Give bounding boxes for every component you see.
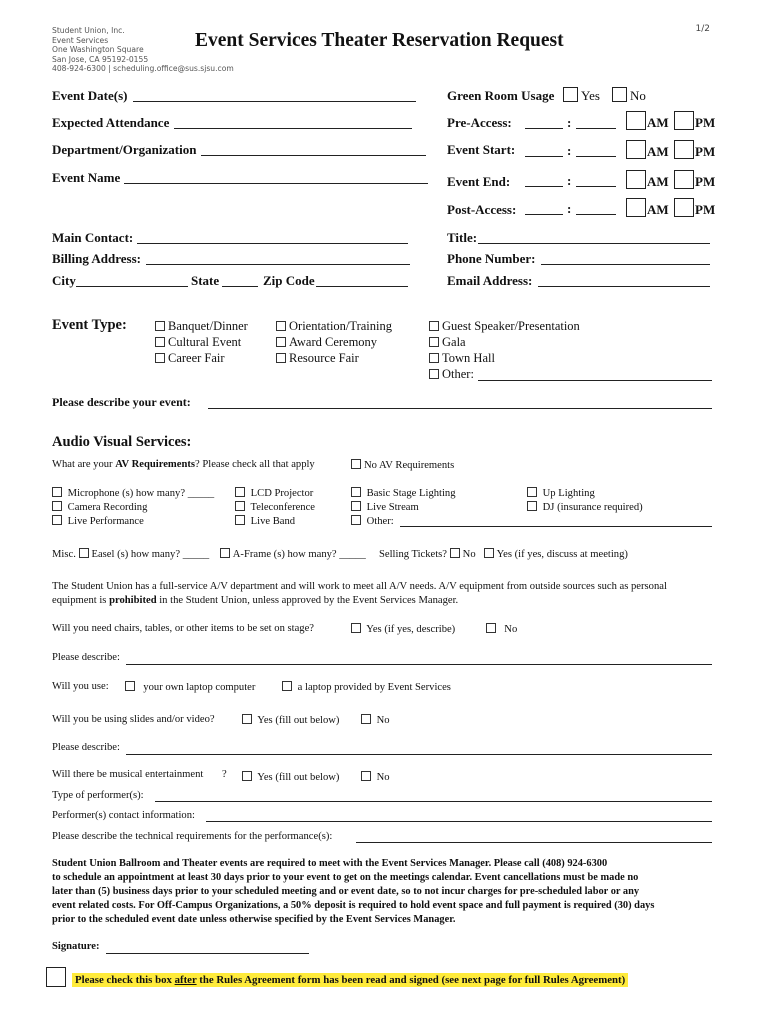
- event-type-option[interactable]: Career Fair: [155, 350, 248, 366]
- question-mark: ?: [222, 769, 227, 780]
- event-start-pm-checkbox[interactable]: [674, 140, 694, 159]
- email-field[interactable]: [538, 286, 710, 287]
- post-access-pm-checkbox[interactable]: [674, 198, 694, 217]
- performer-contact-field[interactable]: [206, 821, 712, 822]
- checkbox-icon[interactable]: [235, 487, 245, 497]
- av-option[interactable]: Basic Stage Lighting: [351, 487, 456, 501]
- page-title: Event Services Theater Reservation Request: [195, 30, 564, 51]
- email-label: Email Address:: [447, 273, 533, 288]
- checkbox-icon[interactable]: [484, 548, 494, 558]
- am-label: AM: [647, 144, 669, 159]
- org-line: San Jose, CA 95192-0155: [52, 54, 149, 64]
- signature-field[interactable]: [106, 953, 309, 954]
- event-name-label: Event Name: [52, 170, 121, 185]
- checkbox-icon[interactable]: [527, 487, 537, 497]
- av-option[interactable]: DJ (insurance required): [527, 501, 643, 515]
- checkbox-icon[interactable]: [351, 623, 361, 633]
- checkbox-icon[interactable]: [155, 321, 165, 331]
- describe-label: Please describe:: [52, 742, 120, 753]
- musical-no-option[interactable]: No: [361, 771, 390, 783]
- checkbox-icon[interactable]: [125, 681, 135, 691]
- post-access-minute-field[interactable]: [576, 214, 616, 215]
- misc-row: [52, 548, 628, 560]
- checkbox-icon[interactable]: [429, 369, 439, 379]
- checkbox-icon[interactable]: [220, 548, 230, 558]
- event-type-col1: [155, 318, 248, 366]
- billing-address-field[interactable]: [146, 264, 410, 265]
- av-option[interactable]: Live Band: [235, 515, 315, 529]
- signature-label: Signature:: [52, 941, 100, 952]
- no-av-option[interactable]: No AV Requirements: [351, 459, 454, 471]
- event-end-hour-field[interactable]: [525, 186, 563, 187]
- av-col4: [527, 487, 643, 515]
- event-start-hour-field[interactable]: [525, 156, 563, 157]
- checkbox-icon[interactable]: [52, 501, 62, 511]
- describe-event-field[interactable]: [208, 408, 712, 409]
- event-type-option[interactable]: Gala: [429, 334, 580, 350]
- musical-question: Will there be musical entertainment: [52, 769, 204, 780]
- checkbox-icon[interactable]: [351, 515, 361, 525]
- type-performer-label: Type of performer(s):: [52, 790, 144, 801]
- event-start-label: Event Start:: [447, 142, 516, 157]
- event-start-minute-field[interactable]: [576, 156, 616, 157]
- slides-describe-field[interactable]: [126, 754, 712, 755]
- chairs-describe-field[interactable]: [126, 664, 712, 665]
- green-room-no-checkbox[interactable]: [612, 87, 627, 102]
- state-label: State: [191, 273, 220, 288]
- tech-req-field[interactable]: [356, 842, 712, 843]
- will-you-use-label: Will you use:: [52, 681, 109, 692]
- checkbox-icon[interactable]: [79, 548, 89, 558]
- av-option[interactable]: Camera Recording: [52, 501, 214, 515]
- checkbox-icon[interactable]: [276, 321, 286, 331]
- pre-access-hour-field[interactable]: [525, 128, 563, 129]
- city-label: City: [52, 273, 76, 288]
- checkbox-icon[interactable]: [276, 353, 286, 363]
- performer-contact-label: Performer(s) contact information:: [52, 810, 195, 821]
- department-label: Department/Organization: [52, 142, 197, 157]
- org-line: One Washington Square: [52, 45, 144, 55]
- tech-req-label: Please describe the technical requirements for the performance(s):: [52, 831, 333, 842]
- checkbox-icon[interactable]: [52, 487, 62, 497]
- event-name-field[interactable]: [124, 183, 428, 184]
- checkbox-icon[interactable]: [429, 321, 439, 331]
- notice-line: later than (5) business days prior to your scheduled meeting and or event date, so to not incur charges for pre-scheduled labor or any: [52, 886, 640, 897]
- event-dates-label: Event Date(s): [52, 88, 128, 103]
- checkbox-icon[interactable]: [155, 353, 165, 363]
- post-access-hour-field[interactable]: [525, 214, 563, 215]
- billing-address-label: Billing Address:: [52, 251, 141, 266]
- describe-event-label: Please describe your event:: [52, 395, 191, 409]
- checkbox-icon[interactable]: [235, 515, 245, 525]
- time-colon: :: [567, 115, 572, 130]
- contact-title-label: Title:: [447, 230, 478, 245]
- post-access-label: Post-Access:: [447, 202, 517, 217]
- checkbox-icon[interactable]: [52, 515, 62, 525]
- av-option[interactable]: Teleconference: [235, 501, 315, 515]
- checkbox-icon[interactable]: [527, 501, 537, 511]
- event-end-pm-checkbox[interactable]: [674, 170, 694, 189]
- checkbox-icon[interactable]: [242, 771, 252, 781]
- zip-field[interactable]: [316, 286, 408, 287]
- pm-label: PM: [695, 174, 716, 189]
- am-label: AM: [647, 115, 669, 130]
- pm-label: PM: [695, 115, 716, 130]
- av-option[interactable]: Live Performance: [52, 515, 214, 529]
- checkbox-icon[interactable]: [361, 771, 371, 781]
- state-field[interactable]: [222, 286, 258, 287]
- av-col1: [52, 487, 214, 529]
- av-option[interactable]: Other:: [351, 515, 456, 529]
- checkbox-icon[interactable]: [235, 501, 245, 511]
- checkbox-icon[interactable]: [276, 337, 286, 347]
- time-colon: :: [567, 173, 572, 188]
- org-line: Student Union, Inc.: [52, 26, 125, 35]
- easel-label: Easel (s) how many? _____: [91, 549, 210, 560]
- chairs-yes-option[interactable]: Yes (if yes, describe): [351, 623, 455, 635]
- event-type-option[interactable]: Orientation/Training: [276, 318, 392, 334]
- event-type-option[interactable]: Banquet/Dinner: [155, 318, 248, 334]
- event-dates-field[interactable]: [133, 101, 416, 102]
- agreement-checkbox[interactable]: [46, 967, 66, 987]
- describe-label: Please describe:: [52, 652, 120, 663]
- event-end-minute-field[interactable]: [576, 186, 616, 187]
- chairs-question: Will you need chairs, tables, or other items to be set on stage?: [52, 623, 314, 634]
- city-field[interactable]: [76, 286, 188, 287]
- notice-line: to schedule an appointment at least 30 days prior to your event to get on the meetings calendar. Event cancellations must be made no: [52, 872, 639, 883]
- pre-access-label: Pre-Access:: [447, 115, 512, 130]
- org-line: Event Services: [52, 35, 109, 45]
- notice-line: prior to the scheduled event date unless otherwise specified by the Event Services Manager.: [52, 914, 456, 925]
- event-type-col3: [429, 318, 580, 382]
- av-option[interactable]: LCD Projector: [235, 487, 315, 501]
- checkbox-icon[interactable]: [429, 337, 439, 347]
- event-type-option[interactable]: Town Hall: [429, 350, 580, 366]
- checkbox-icon[interactable]: [155, 337, 165, 347]
- green-room-yes-label: Yes: [581, 88, 600, 103]
- av-heading: Audio Visual Services:: [52, 434, 192, 450]
- contact-title-field[interactable]: [478, 243, 710, 244]
- page-number: 1/2: [695, 24, 710, 34]
- green-room-label: Green Room Usage: [447, 88, 555, 103]
- event-start-am-checkbox[interactable]: [626, 140, 646, 159]
- av-option[interactable]: Microphone (s) how many? _____: [52, 487, 214, 501]
- checkbox-icon[interactable]: [486, 623, 496, 633]
- checkbox-icon[interactable]: [429, 353, 439, 363]
- event-end-label: Event End:: [447, 174, 511, 189]
- pm-label: PM: [695, 144, 716, 159]
- event-type-option[interactable]: Resource Fair: [276, 350, 392, 366]
- slides-question: Will you be using slides and/or video?: [52, 714, 215, 725]
- org-line: 408-924-6300 | scheduling.office@sus.sjsu.com: [52, 64, 234, 74]
- meeting-notice: [52, 857, 654, 927]
- event-type-option[interactable]: Guest Speaker/Presentation: [429, 318, 580, 334]
- selling-no-label: No: [462, 549, 476, 560]
- type-performer-field[interactable]: [155, 801, 712, 802]
- department-field[interactable]: [201, 155, 426, 156]
- agreement-text: Please check this box after the Rules Agreement form has been read and signed (see next page for full Rules Agreement): [72, 970, 628, 988]
- av-policy-line: equipment is prohibited in the Student Union, unless approved by the Event Services Manager.: [52, 595, 459, 606]
- misc-label: Misc.: [52, 549, 76, 560]
- post-access-am-checkbox[interactable]: [626, 198, 646, 217]
- checkbox-icon[interactable]: [242, 714, 252, 724]
- expected-attendance-field[interactable]: [174, 128, 412, 129]
- slides-yes-option[interactable]: Yes (fill out below): [242, 714, 339, 726]
- event-type-option[interactable]: Cultural Event: [155, 334, 248, 350]
- event-type-col2: [276, 318, 392, 366]
- phone-field[interactable]: [541, 264, 710, 265]
- av-option[interactable]: Live Stream: [351, 501, 456, 515]
- time-colon: :: [567, 201, 572, 216]
- pre-access-am-checkbox[interactable]: [626, 111, 646, 130]
- av-policy: [52, 580, 667, 608]
- am-label: AM: [647, 202, 669, 217]
- checkbox-icon[interactable]: [450, 548, 460, 558]
- own-laptop-option[interactable]: your own laptop computer: [125, 681, 255, 693]
- slides-no-option[interactable]: No: [361, 714, 390, 726]
- checkbox-icon[interactable]: [351, 487, 361, 497]
- av-col3: [351, 487, 456, 529]
- checkbox-icon[interactable]: [351, 501, 361, 511]
- notice-line: event related costs. For Off-Campus Organizations, a 50% deposit is required to hold event space and full payment is required (30) days: [52, 900, 655, 911]
- green-room-yes-checkbox[interactable]: [563, 87, 578, 102]
- event-type-option[interactable]: Other:: [429, 366, 580, 382]
- chairs-no-option[interactable]: No: [486, 623, 517, 635]
- pm-label: PM: [695, 202, 716, 217]
- other-event-type-field[interactable]: [478, 380, 712, 381]
- musical-yes-option[interactable]: Yes (fill out below): [242, 771, 339, 783]
- expected-attendance-label: Expected Attendance: [52, 115, 170, 130]
- av-other-field[interactable]: [400, 526, 712, 527]
- selling-tickets-label: Selling Tickets?: [379, 549, 448, 560]
- checkbox-icon[interactable]: [361, 714, 371, 724]
- event-type-label: Event Type:: [52, 317, 127, 333]
- av-policy-line: The Student Union has a full-service A/V department and will work to meet all A/V needs. A/V equipment from outside sources such as personal: [52, 581, 667, 592]
- time-colon: :: [567, 143, 572, 158]
- event-type-option[interactable]: Award Ceremony: [276, 334, 392, 350]
- pre-access-pm-checkbox[interactable]: [674, 111, 694, 130]
- aframe-label: A-Frame (s) how many? _____: [232, 549, 366, 560]
- phone-label: Phone Number:: [447, 251, 536, 266]
- av-col2: [235, 487, 315, 529]
- checkbox-icon[interactable]: [282, 681, 292, 691]
- zip-label: Zip Code: [263, 273, 315, 288]
- provided-laptop-option[interactable]: a laptop provided by Event Services: [282, 681, 451, 693]
- green-room-no-label: No: [630, 88, 646, 103]
- notice-line: Student Union Ballroom and Theater events are required to meet with the Event Services Manager. Please call (408) 924-6300: [52, 858, 608, 869]
- event-end-am-checkbox[interactable]: [626, 170, 646, 189]
- selling-yes-label: Yes (if yes, discuss at meeting): [496, 549, 628, 560]
- av-question: What are your AV Requirements? Please check all that apply: [52, 459, 315, 470]
- main-contact-label: Main Contact:: [52, 230, 134, 245]
- pre-access-minute-field[interactable]: [576, 128, 616, 129]
- main-contact-field[interactable]: [137, 243, 408, 244]
- am-label: AM: [647, 174, 669, 189]
- checkbox-icon[interactable]: [351, 459, 361, 469]
- av-option[interactable]: Up Lighting: [527, 487, 643, 501]
